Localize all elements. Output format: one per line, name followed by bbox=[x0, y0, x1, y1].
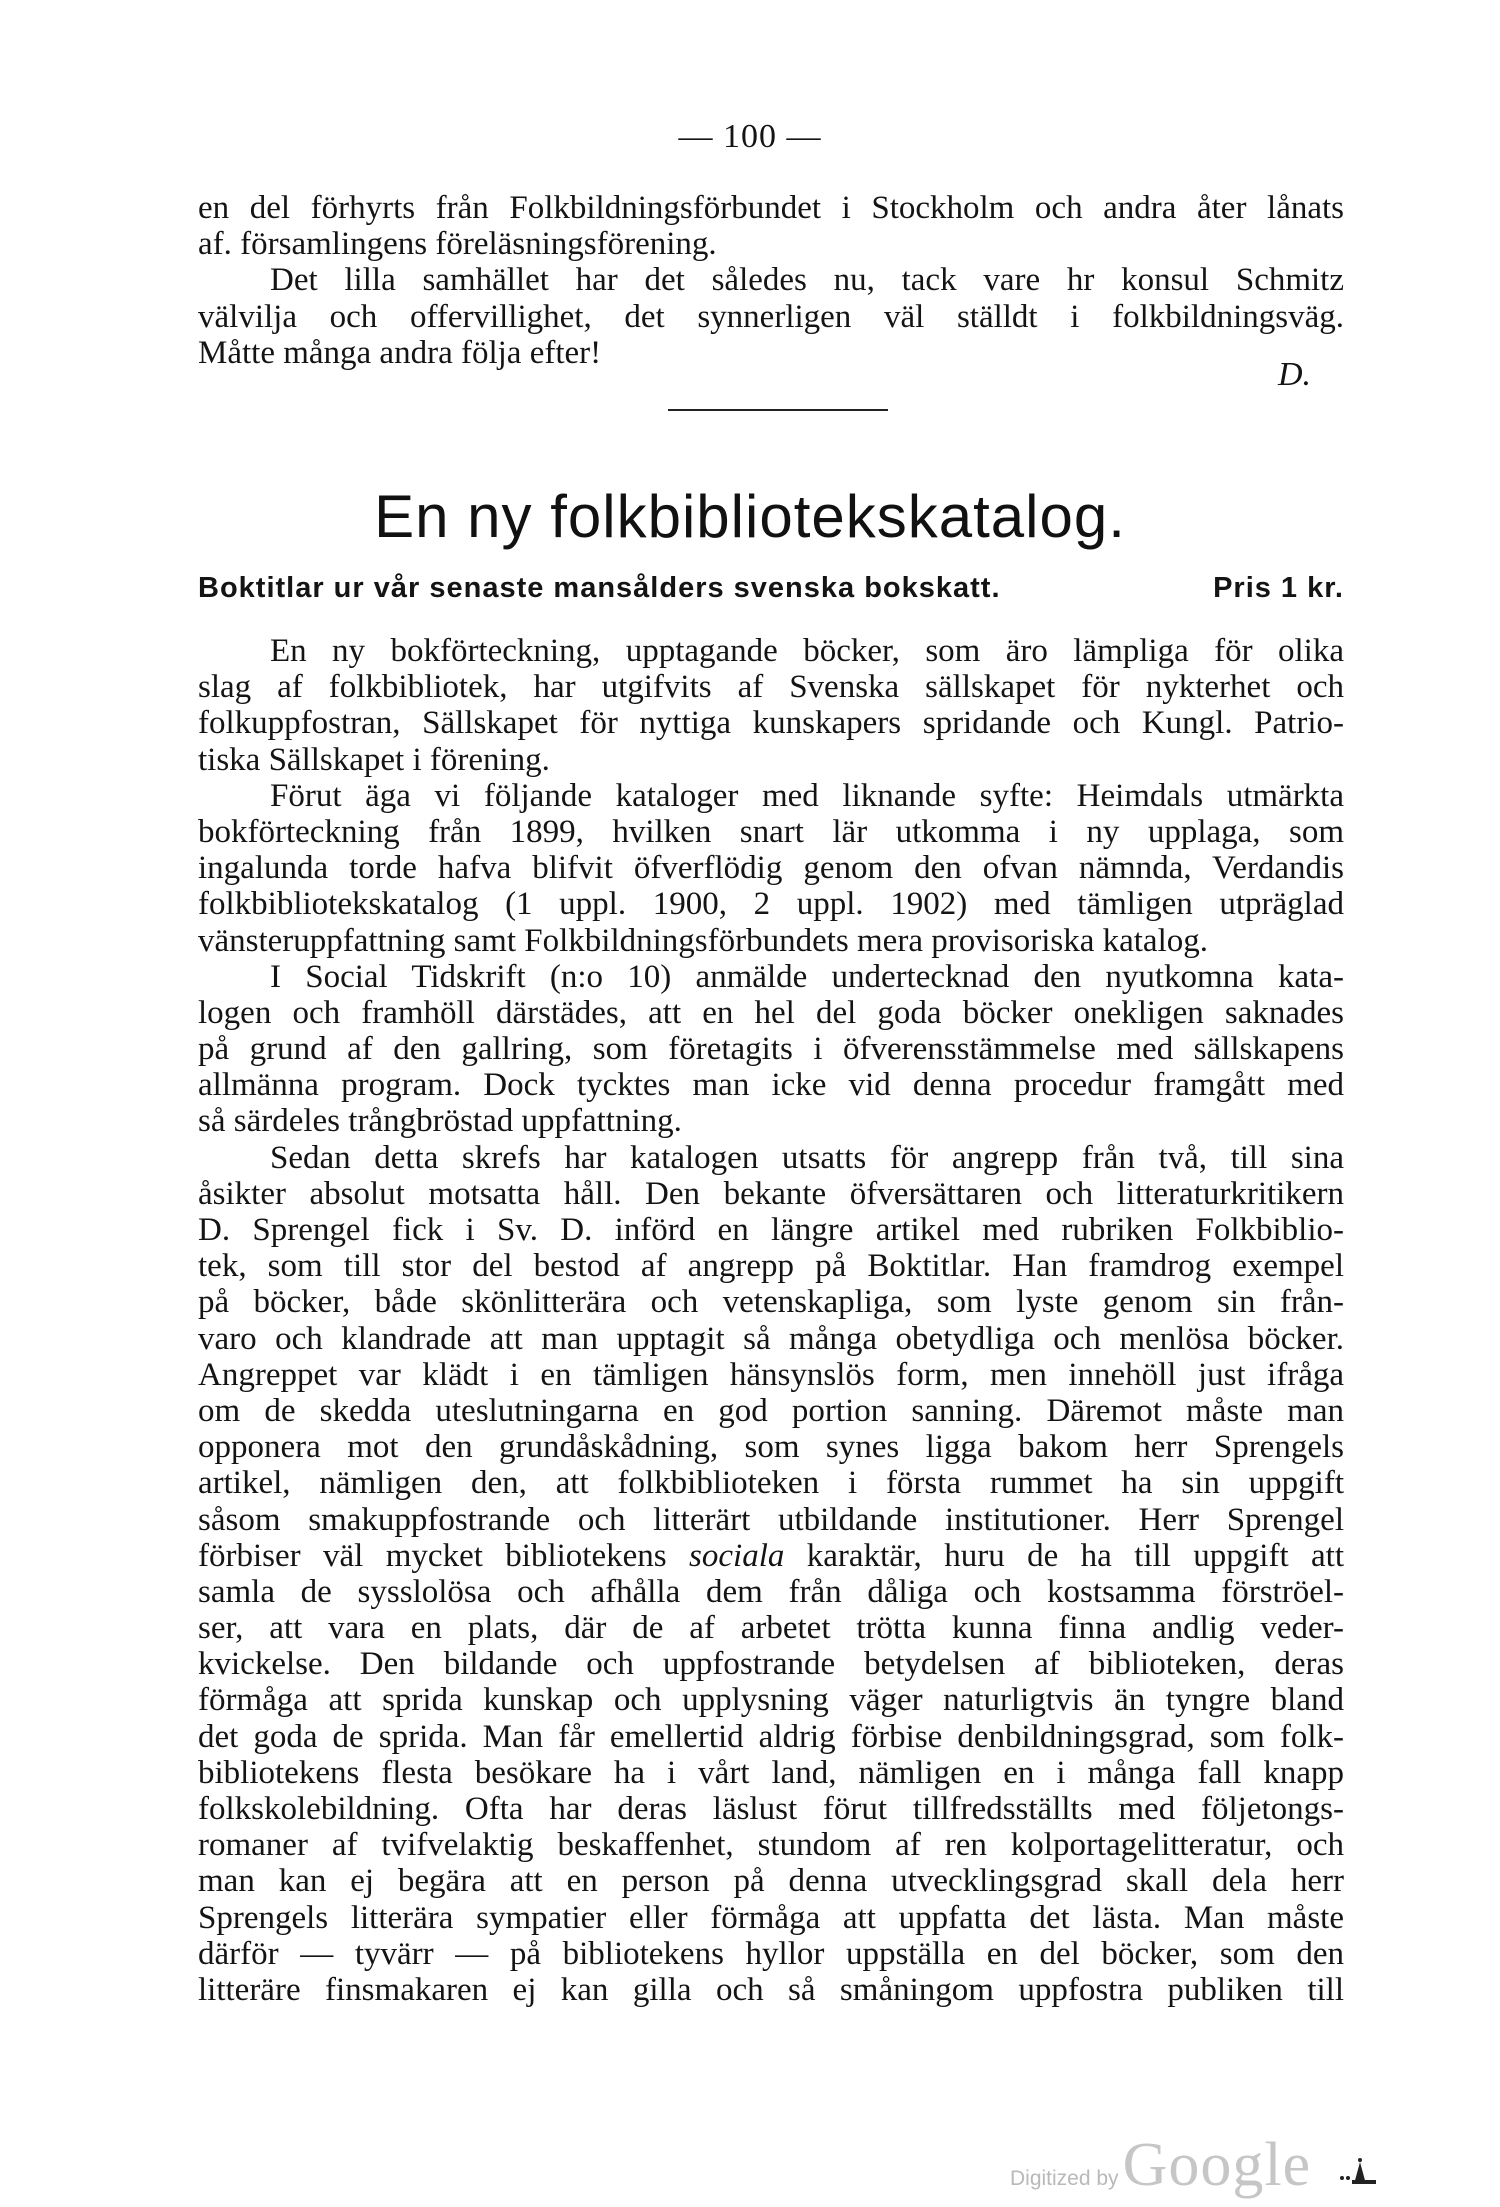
text-line: därför — tyvärr — på bibliotekens hyllor uppställa en del böcker, som den bbox=[198, 1935, 1344, 1972]
section-divider bbox=[668, 409, 888, 411]
text-line: Det lilla samhället har det således nu, tack vare hr konsul Schmitz bbox=[270, 262, 1344, 299]
text-line: tek, som till stor del bestod af angrepp på Boktitlar. Han framdrog exempel bbox=[198, 1248, 1344, 1285]
article-body bbox=[198, 633, 1344, 2008]
text-line: I Social Tidskrift (n:o 10) anmälde undertecknad den nyutkomna kata- bbox=[270, 958, 1344, 995]
text-line: på grund af den gallring, som företagits i öfverensstämmelse med sällskapens bbox=[198, 1031, 1344, 1068]
digitized-label: Digitized by bbox=[1010, 2167, 1119, 2190]
text-line: slag af folkbibliotek, har utgifvits af Svenska sällskapet för nykterhet och bbox=[198, 669, 1344, 706]
page-number: — 100 — bbox=[678, 118, 822, 155]
text-line: varo och klandrade att man upptagit så många obetydliga och menlösa böcker. bbox=[198, 1320, 1344, 1357]
text-line: om de skedda uteslutningarna en god portion sanning. Däremot måste man bbox=[198, 1392, 1344, 1429]
text-line: bokförteckning från 1899, hvilken snart lär utkomma i ny upplaga, som bbox=[198, 813, 1344, 850]
text-line: ser, att vara en plats, där de af arbetet trötta kunna finna andlig veder- bbox=[198, 1610, 1344, 1647]
text-line: logen och framhöll därstädes, att en hel del goda böcker onekligen saknades bbox=[198, 994, 1344, 1031]
text-line-with-emphasis bbox=[198, 1538, 1344, 1574]
text-line: folkskolebildning. Ofta har deras läslust förut tillfredsställts med följetongs- bbox=[198, 1791, 1344, 1827]
text-line: man kan ej begära att en person på denna utvecklingsgrad skall dela herr bbox=[198, 1863, 1344, 1900]
library-stamp-icon bbox=[1338, 2156, 1380, 2186]
text-line: välvilja och offervillighet, det synnerligen väl ställdt i folkbildningsväg. bbox=[198, 298, 1344, 335]
text-line: En ny bokförteckning, upptagande böcker, som äro lämpliga för olika bbox=[270, 633, 1344, 669]
text-segment: karaktär, huru de ha till uppgift att bbox=[806, 1537, 1345, 1574]
text-line: romaner af tvifvelaktig beskaffenhet, stundom af ren kolportagelitteratur, och bbox=[198, 1827, 1344, 1864]
text-line: Förut äga vi följande kataloger med liknande syfte: Heimdals utmärkta bbox=[270, 777, 1344, 814]
article-subtitle bbox=[198, 572, 1344, 605]
text-line: det goda de sprida. Man får emellertid aldrig förbise denbildningsgrad, som folk- bbox=[198, 1718, 1344, 1755]
text-line: förmåga att sprida kunskap och upplysning väger naturligtvis än tyngre bland bbox=[198, 1682, 1344, 1719]
text-line: litteräre finsmakaren ej kan gilla och så småningom uppfostra publiken till bbox=[198, 1971, 1344, 2008]
text-line: folkuppfostran, Sällskapet för nyttiga kunskapers spridande och Kungl. Patrio- bbox=[198, 705, 1344, 742]
text-line: allmänna program. Dock tycktes man icke vid denna procedur framgått med bbox=[198, 1067, 1344, 1104]
subtitle-text: Boktitlar ur vår senaste mansålders svenska bokskatt. bbox=[198, 572, 1001, 604]
text-line: vänsteruppfattning samt Folkbildningsförbundets mera provisoriska katalog. bbox=[198, 922, 1208, 959]
signature: D. bbox=[1278, 356, 1312, 393]
emphasis-word: sociala bbox=[689, 1537, 785, 1574]
text-line: opponera mot den grundåskådning, som synes ligga bakom herr Sprengels bbox=[198, 1429, 1344, 1466]
text-line: på böcker, både skönlitterära och vetenskapliga, som lyste genom sin från- bbox=[198, 1284, 1344, 1321]
text-line: Sprengels litterära sympatier eller förmåga att uppfatta det lästa. Man måste bbox=[198, 1899, 1344, 1936]
text-line: Sedan detta skrefs har katalogen utsatts för angrepp från två, till sina bbox=[270, 1139, 1344, 1176]
text-line: artikel, nämligen den, att folkbiblioteken i första rummet ha sin uppgift bbox=[198, 1465, 1344, 1502]
price-label: Pris 1 kr. bbox=[1213, 572, 1344, 604]
text-line: åsikter absolut motsatta håll. Den bekante öfversättaren och litteraturkritikern bbox=[198, 1175, 1344, 1212]
article-title: En ny folkbibliotekskatalog. bbox=[374, 483, 1126, 550]
text-segment: förbiser väl mycket bibliotekens bbox=[198, 1537, 667, 1574]
text-line: D. Sprengel fick i Sv. D. införd en längre artikel med rubriken Folkbiblio- bbox=[198, 1212, 1344, 1248]
text-line: af. församlingens föreläsningsförening. bbox=[198, 226, 717, 263]
digitized-by-watermark bbox=[1010, 2130, 1311, 2201]
text-line: kvickelse. Den bildande och uppfostrande betydelsen af biblioteken, deras bbox=[198, 1646, 1344, 1683]
text-line: Måtte många andra följa efter! bbox=[198, 334, 602, 371]
text-line: såsom smakuppfostrande och litterärt utbildande institutioner. Herr Sprengel bbox=[198, 1501, 1344, 1538]
text-line: en del förhyrts från Folkbildningsförbundet i Stockholm och andra åter lånats bbox=[198, 190, 1344, 226]
google-wordmark: Google bbox=[1122, 2131, 1312, 2199]
text-line: bibliotekens flesta besökare ha i vårt land, nämligen en i många fall knapp bbox=[198, 1754, 1344, 1791]
text-line: folkbibliotekskatalog (1 uppl. 1900, 2 uppl. 1902) med tämligen utpräglad bbox=[198, 886, 1344, 923]
text-line: så särdeles trångbröstad uppfattning. bbox=[198, 1103, 682, 1140]
intro-paragraph bbox=[198, 190, 1344, 371]
text-line: samla de sysslolösa och afhålla dem från dåliga och kostsamma förströel- bbox=[198, 1573, 1344, 1610]
text-line: tiska Sällskapet i förening. bbox=[198, 741, 550, 778]
text-line: Angreppet var klädt i en tämligen hänsynslös form, men innehöll just ifråga bbox=[198, 1356, 1344, 1393]
text-line: ingalunda torde hafva blifvit öfverflödig genom den ofvan nämnda, Verdandis bbox=[198, 850, 1344, 887]
